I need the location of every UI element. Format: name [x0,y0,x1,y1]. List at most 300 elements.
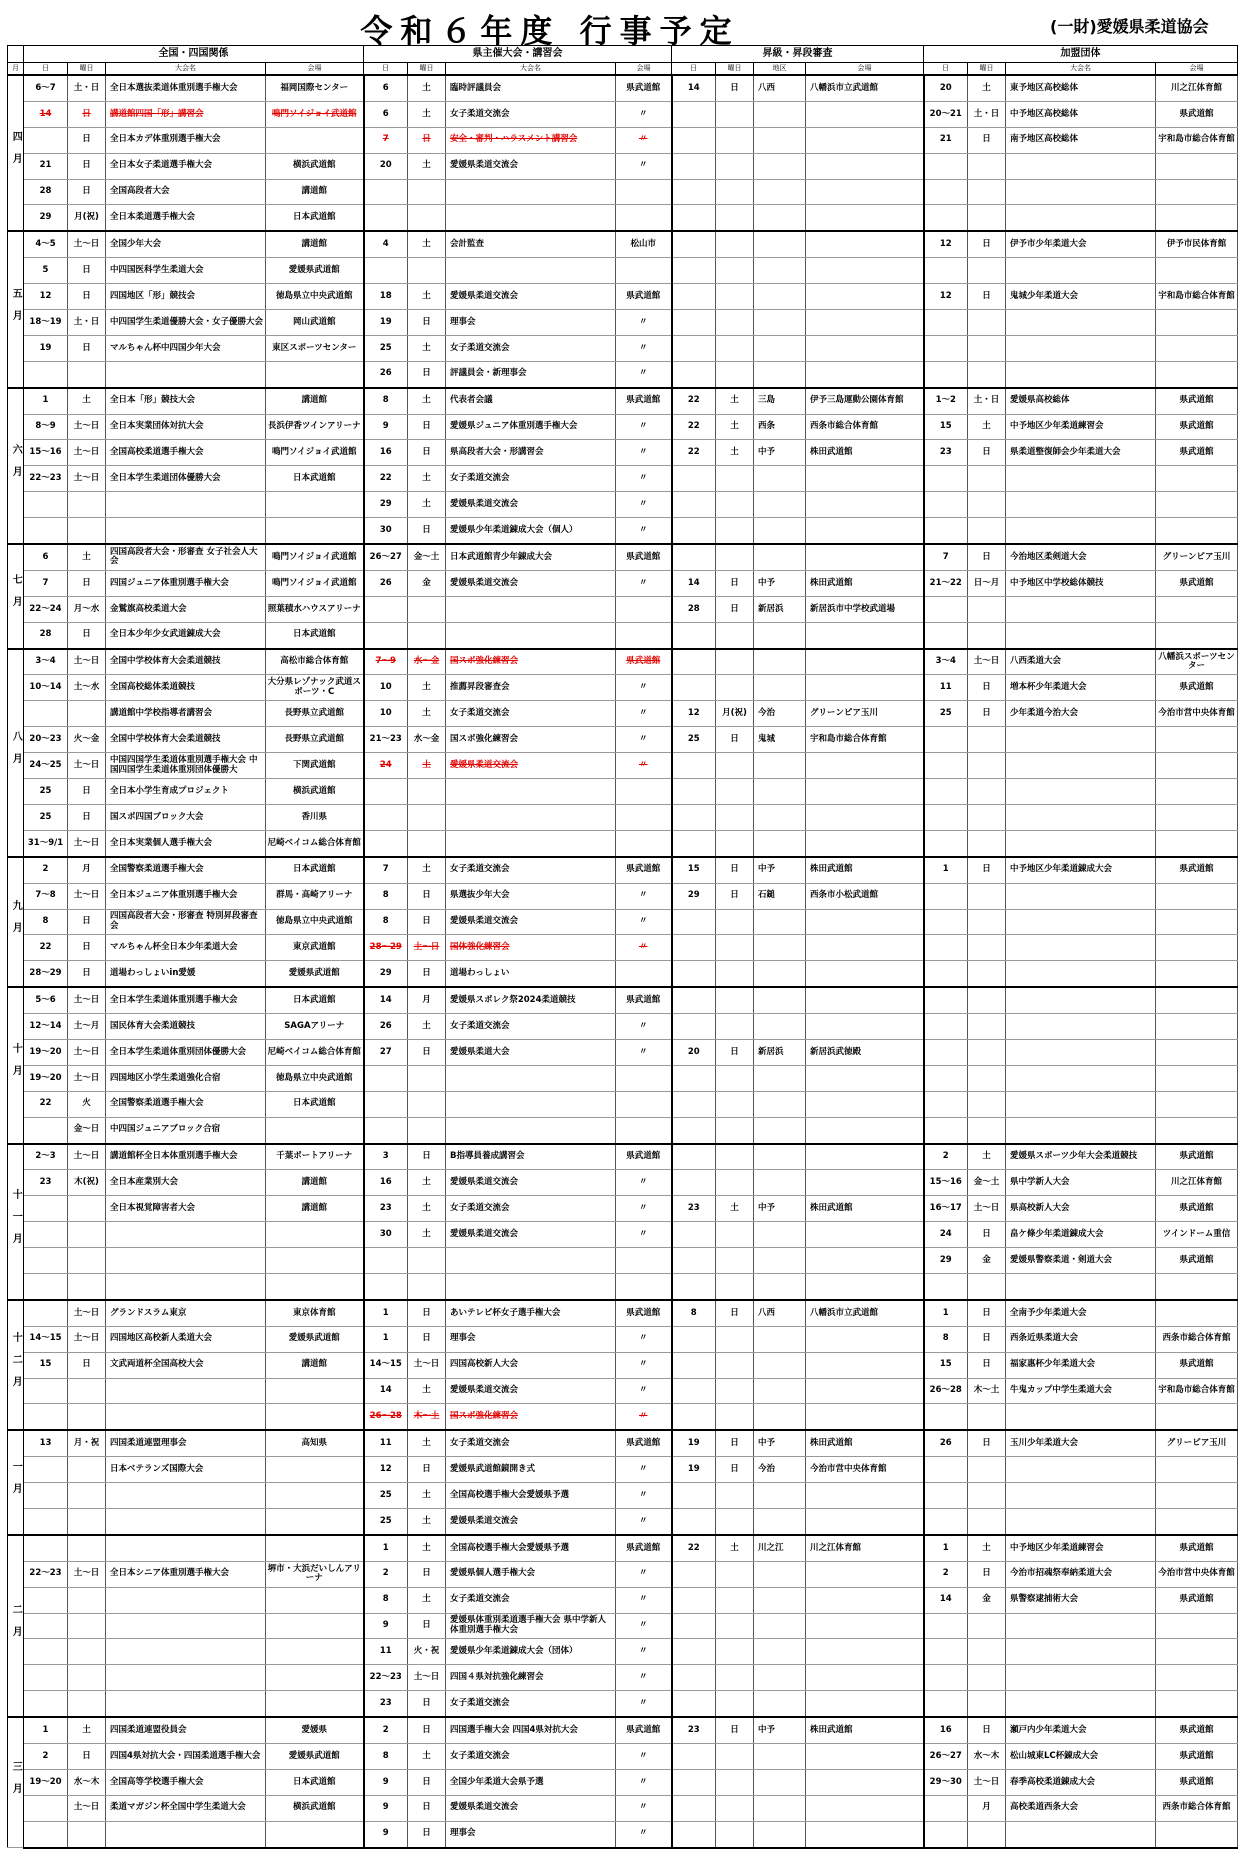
promotion-venue-cell [806,596,924,622]
national-venue-cell [266,179,364,205]
promotion-venue: 新居浜武徳殿 [810,1046,862,1057]
prefecture-day-cancelled: 7 [382,134,389,145]
national-venue-cell [266,75,364,101]
promotion-district-cell [754,231,806,257]
national-day-cell [24,101,68,127]
prefecture-day-cell [364,1065,408,1091]
promotion-venue-cell [806,1795,924,1821]
prefecture-venue-cell [616,1613,672,1639]
schedule-row [8,753,1238,779]
national-weekday-cell [68,1039,106,1065]
national-venue-cell [266,1117,364,1143]
prefecture-event-cell [446,1639,616,1665]
national-weekday: 土～日 [73,239,100,250]
national-weekday: 月(祝) [74,212,99,223]
national-venue-cell [266,883,364,909]
prefecture-event-cell [446,101,616,127]
member-weekday-cell [968,153,1006,179]
member-venue-cell [1156,153,1238,179]
national-event-cell [106,1821,266,1847]
national-event: 全日本カデ体重別選手権大会 [110,134,221,145]
national-event-cell [106,1587,266,1613]
national-day-cell [24,987,68,1013]
promotion-day-cell [672,1222,716,1248]
prefecture-weekday: 土 [422,1489,431,1500]
prefecture-event-cell [446,1795,616,1821]
national-weekday: 土～日 [73,994,100,1005]
member-event-cell [1006,466,1156,492]
prefecture-day: 14 [379,994,392,1005]
prefecture-day-cell [364,1457,408,1483]
national-weekday: 土～日 [73,837,100,848]
prefecture-venue: 〃 [638,1802,648,1813]
promotion-day-cell [672,1378,716,1404]
national-event-cell [106,1091,266,1117]
national-venue: 講道館 [301,239,327,250]
prefecture-venue: 県武道館 [626,1438,661,1448]
member-event-cell [1006,909,1156,935]
subheader-weekday: 曜日 [968,63,1006,76]
national-event: 四国4県対抗大会・四国柔道選手権大会 [110,1750,261,1761]
member-event-cell [1006,779,1156,805]
prefecture-venue: 松山市 [630,239,656,250]
prefecture-weekday: 日 [422,1776,431,1787]
member-day-cell [924,675,968,701]
promotion-venue-cell [806,1535,924,1561]
promotion-district-cell [754,883,806,909]
promotion-weekday-cell [716,753,754,779]
member-weekday: 日 [982,1333,991,1344]
national-venue-cell [266,1717,364,1743]
prefecture-venue-cell [616,310,672,336]
prefecture-day: 20 [379,160,392,171]
member-event-cell [1006,335,1156,361]
national-event-cell [106,258,266,284]
promotion-day-cell [672,1404,716,1430]
national-event-cell [106,1378,266,1404]
prefecture-venue: 〃 [638,316,648,327]
national-venue-cell [266,1587,364,1613]
national-weekday-cell [68,701,106,727]
promotion-day-cell [672,127,716,153]
member-venue: 県武道館 [1179,1151,1214,1162]
member-weekday: 土 [982,82,991,93]
prefecture-venue-cell [616,1326,672,1352]
promotion-venue-cell [806,779,924,805]
prefecture-weekday-cell [408,961,446,987]
prefecture-venue: 〃 [638,1228,648,1239]
national-weekday-cell [68,987,106,1013]
schedule-row [8,310,1238,336]
schedule-row [8,1691,1238,1717]
promotion-day: 12 [687,708,700,719]
member-weekday-cell [968,1404,1006,1430]
prefecture-day-cell [364,1326,408,1352]
promotion-day-cell [672,335,716,361]
member-day-cell [924,75,968,101]
member-weekday-cell [968,1378,1006,1404]
promotion-day-cell [672,544,716,570]
national-weekday: 火～金 [73,733,100,744]
national-venue: 岡山武道館 [292,316,336,327]
promotion-district-cell [754,1170,806,1196]
member-event-cell [1006,1639,1156,1665]
prefecture-venue-cancelled: 〃 [638,1411,648,1422]
promotion-weekday-cell [716,518,754,544]
national-event-cell [106,1691,266,1717]
prefecture-weekday-cell [408,179,446,205]
promotion-district: 中予 [758,1724,776,1735]
promotion-day: 22 [687,395,700,406]
member-day: 26 [939,1438,952,1448]
national-day: 24～25 [29,759,62,770]
member-weekday-cell [968,570,1006,596]
prefecture-venue-cell [616,1300,672,1326]
promotion-day-cell [672,440,716,466]
promotion-weekday-cell [716,1170,754,1196]
prefecture-event-cell [446,1587,616,1613]
promotion-day-cell [672,987,716,1013]
promotion-day-cell [672,1639,716,1665]
national-weekday-cell [68,596,106,622]
promotion-district-cell [754,961,806,987]
national-weekday-cell [68,935,106,961]
national-venue: 高松市総合体育館 [280,656,349,667]
prefecture-day-cell [364,1430,408,1456]
prefecture-event: あいテレビ杯女子選手権大会 [450,1307,561,1318]
promotion-district-cell [754,596,806,622]
member-venue-cell [1156,1144,1238,1170]
national-weekday-cell [68,1352,106,1378]
member-venue-cell [1156,1535,1238,1561]
national-venue-cell [266,310,364,336]
member-event: 全南予少年柔道大会 [1010,1307,1087,1318]
national-weekday: 土～水 [73,682,100,693]
member-event-cell [1006,361,1156,387]
prefecture-weekday: 日 [422,1828,431,1839]
promotion-venue: 宇和島市総合体育館 [810,733,887,744]
schedule-row [8,388,1238,414]
member-event: 県中学新人大会 [1010,1177,1070,1188]
promotion-day-cell [672,1561,716,1587]
national-venue-cell [266,1691,364,1717]
prefecture-venue-cell [616,779,672,805]
schedule-row [8,544,1238,570]
national-weekday-cell [68,361,106,387]
member-weekday: 土・日 [973,108,1000,119]
member-day: 21～22 [929,577,962,588]
member-event-cell [1006,570,1156,596]
national-event-cell [106,310,266,336]
national-event: 全国中学校体育大会柔道競技 [110,733,221,744]
prefecture-day: 25 [379,1489,392,1500]
national-event: 金鷲旗高校柔道大会 [110,603,187,614]
member-venue-cell [1156,883,1238,909]
national-weekday: 土・日 [73,82,100,93]
subheader-venue: 会場 [266,63,364,76]
promotion-day: 20 [687,1046,700,1057]
promotion-day-cell [672,1483,716,1509]
promotion-district-cell [754,1196,806,1222]
national-venue-cell [266,1769,364,1795]
member-weekday: 金～土 [973,1177,1000,1188]
prefecture-venue-cell [616,1457,672,1483]
promotion-venue-cell [806,361,924,387]
national-weekday: 土～日 [73,1046,100,1057]
promotion-weekday-cell [716,1273,754,1299]
member-day: 24 [939,1228,952,1239]
prefecture-event-cell [446,961,616,987]
promotion-day: 8 [690,1307,697,1318]
national-event-cell [106,622,266,648]
promotion-venue-cell [806,1273,924,1299]
prefecture-weekday-cell [408,1222,446,1248]
member-event-cell [1006,1273,1156,1299]
prefecture-weekday: 土 [422,1515,431,1526]
national-event-cell [106,492,266,518]
promotion-district-cell [754,1352,806,1378]
member-weekday-cell [968,961,1006,987]
prefecture-weekday: 土 [422,1542,431,1553]
member-event: 瀬戸内少年柔道大会 [1010,1724,1087,1735]
promotion-district-cell [754,935,806,961]
prefecture-weekday-cancelled: 土 [422,759,431,770]
prefecture-venue-cell [616,1039,672,1065]
national-weekday: 土 [82,551,91,562]
prefecture-venue-cancelled: 〃 [638,759,648,770]
promotion-venue-cell [806,518,924,544]
national-day-cell [24,1404,68,1430]
member-weekday: 日～月 [973,577,1000,588]
member-venue-cell [1156,1665,1238,1691]
prefecture-venue: 〃 [638,1828,648,1839]
member-event-cell [1006,727,1156,753]
prefecture-weekday-cell [408,1430,446,1456]
promotion-day-cell [672,1665,716,1691]
member-venue: 県武道館 [1179,421,1214,432]
promotion-venue: 川之江体育館 [810,1542,862,1553]
member-event: 愛媛県高校総体 [1010,395,1070,406]
prefecture-day-cell [364,179,408,205]
member-venue: 県武道館 [1179,1776,1214,1787]
prefecture-weekday: 土 [422,1202,431,1213]
promotion-venue-cell [806,1691,924,1717]
national-venue-cell [266,153,364,179]
member-event-cell [1006,1014,1156,1040]
promotion-weekday-cell [716,701,754,727]
category-header-row [8,46,1238,63]
member-weekday-cell [968,753,1006,779]
prefecture-day-cell [364,1196,408,1222]
member-weekday: 木～土 [973,1385,1000,1396]
national-weekday-cell [68,1665,106,1691]
national-event: 全日本小学生育成プロジェクト [110,785,229,796]
member-event-cell [1006,231,1156,257]
member-day-cell [924,1248,968,1274]
member-venue-cell [1156,596,1238,622]
national-event-cell [106,1430,266,1456]
member-day-cell [924,883,968,909]
promotion-weekday-cell [716,1769,754,1795]
national-day-cell [24,1665,68,1691]
promotion-district-cell [754,1117,806,1143]
national-venue-cell [266,544,364,570]
national-event-cell [106,857,266,883]
prefecture-event: 理事会 [450,316,476,327]
prefecture-day-cell [364,361,408,387]
promotion-weekday-cell [716,1639,754,1665]
national-venue: 愛媛県武道館 [288,264,340,275]
promotion-district-cell [754,857,806,883]
national-event-cell [106,1196,266,1222]
member-weekday-cell [968,466,1006,492]
schedule-row [8,153,1238,179]
member-weekday-cell [968,75,1006,101]
promotion-venue-cell [806,101,924,127]
national-day: 1 [42,395,49,406]
prefecture-event-cell [446,1144,616,1170]
schedule-row [8,1483,1238,1509]
prefecture-day-cell [364,231,408,257]
national-day: 28 [39,629,52,640]
promotion-day-cell [672,1769,716,1795]
prefecture-day: 7 [382,864,389,875]
promotion-district-cell [754,1378,806,1404]
prefecture-event: 県選抜少年大会 [450,890,510,901]
prefecture-event: 愛媛県少年柔道錬成大会（個人） [450,524,578,535]
prefecture-event-cell [446,1273,616,1299]
promotion-venue-cell [806,622,924,648]
national-day-cell [24,701,68,727]
promotion-district-cell [754,1039,806,1065]
schedule-row [8,75,1238,101]
subheader-venue: 会場 [616,63,672,76]
prefecture-venue-cell [616,1717,672,1743]
member-weekday-cell [968,544,1006,570]
promotion-venue-cell [806,1117,924,1143]
national-weekday-cell [68,961,106,987]
prefecture-event-cell [446,1691,616,1717]
prefecture-event: 女子柔道交流会 [450,342,510,353]
promotion-weekday-cell [716,1795,754,1821]
national-weekday-cell [68,492,106,518]
member-event: 伊予市少年柔道大会 [1010,239,1087,250]
national-venue: 日本武道館 [292,864,336,875]
subheader-row [8,63,1238,76]
promotion-district-cell [754,622,806,648]
member-event: 県高校新人大会 [1010,1202,1070,1213]
prefecture-weekday-cell [408,935,446,961]
national-venue-cell [266,1744,364,1770]
national-venue: 日本武道館 [292,629,336,640]
promotion-district-cell [754,544,806,570]
member-venue-cell [1156,1430,1238,1456]
prefecture-weekday-cell [408,310,446,336]
member-event: 畠ケ條少年柔道錬成大会 [1010,1228,1104,1239]
promotion-district-cell [754,570,806,596]
member-event-cell [1006,1717,1156,1743]
member-weekday-cell [968,1326,1006,1352]
national-day-cell [24,440,68,466]
national-event-cell [106,284,266,310]
member-venue: ツインドーム重信 [1162,1228,1231,1239]
prefecture-event-cell [446,361,616,387]
promotion-district-cell [754,179,806,205]
national-event-cell [106,1483,266,1509]
prefecture-weekday-cell [408,127,446,153]
prefecture-venue: 〃 [638,368,648,379]
promotion-venue-cell [806,310,924,336]
national-venue: SAGAアリーナ [284,1020,345,1031]
prefecture-day: 21～23 [369,733,402,744]
prefecture-event: 女子柔道交流会 [450,1594,510,1605]
promotion-weekday-cell [716,779,754,805]
member-venue-cell [1156,1378,1238,1404]
prefecture-event: 愛媛県柔道交流会 [450,1177,519,1188]
schedule-row [8,1769,1238,1795]
national-weekday-cell [68,1744,106,1770]
prefecture-day: 30 [379,1228,392,1239]
prefecture-venue-cell [616,1508,672,1534]
member-weekday-cell [968,1065,1006,1091]
member-event-cell [1006,440,1156,466]
member-event: 今治地区柔剣道大会 [1010,551,1087,562]
member-venue-cell [1156,753,1238,779]
member-event-cell [1006,284,1156,310]
national-weekday-cell [68,153,106,179]
prefecture-weekday-cell [408,675,446,701]
prefecture-venue-cell [616,1691,672,1717]
member-venue-cell [1156,909,1238,935]
member-day-cell [924,570,968,596]
national-venue-cell [266,857,364,883]
member-venue-cell [1156,1300,1238,1326]
member-event-cell [1006,935,1156,961]
member-weekday-cell [968,1170,1006,1196]
national-event: 四国高段者大会・形審査 特別昇段審査会 [110,911,258,931]
national-event-cell [106,205,266,231]
promotion-venue-cell [806,1769,924,1795]
prefecture-day-cancelled: 28～29 [369,942,402,953]
national-weekday-cell [68,1430,106,1456]
promotion-day-cell [672,830,716,856]
prefecture-event-cell [446,804,616,830]
prefecture-event-cell [446,388,616,414]
member-venue-cell [1156,1273,1238,1299]
promotion-weekday-cell [716,935,754,961]
national-weekday-cell [68,1222,106,1248]
member-weekday-cell [968,1457,1006,1483]
national-day-cell [24,883,68,909]
national-venue: 長野県立武道館 [284,708,344,719]
member-day: 3～4 [935,656,956,667]
national-venue-cell [266,1665,364,1691]
prefecture-venue: 県武道館 [626,1542,661,1553]
promotion-venue-cell [806,701,924,727]
national-weekday-cell [68,518,106,544]
prefecture-weekday-cell [408,1613,446,1639]
prefecture-weekday: 日 [422,916,431,927]
member-venue-cell [1156,492,1238,518]
month-label: 十二月 [8,1300,24,1430]
promotion-day-cell [672,205,716,231]
promotion-district-cell [754,649,806,675]
prefecture-event-cell [446,1248,616,1274]
national-venue-cell [266,1352,364,1378]
national-event: マルちゃん杯全日本少年柔道大会 [110,942,238,953]
prefecture-weekday-cell [408,1691,446,1717]
prefecture-event: 会計監査 [450,239,485,250]
